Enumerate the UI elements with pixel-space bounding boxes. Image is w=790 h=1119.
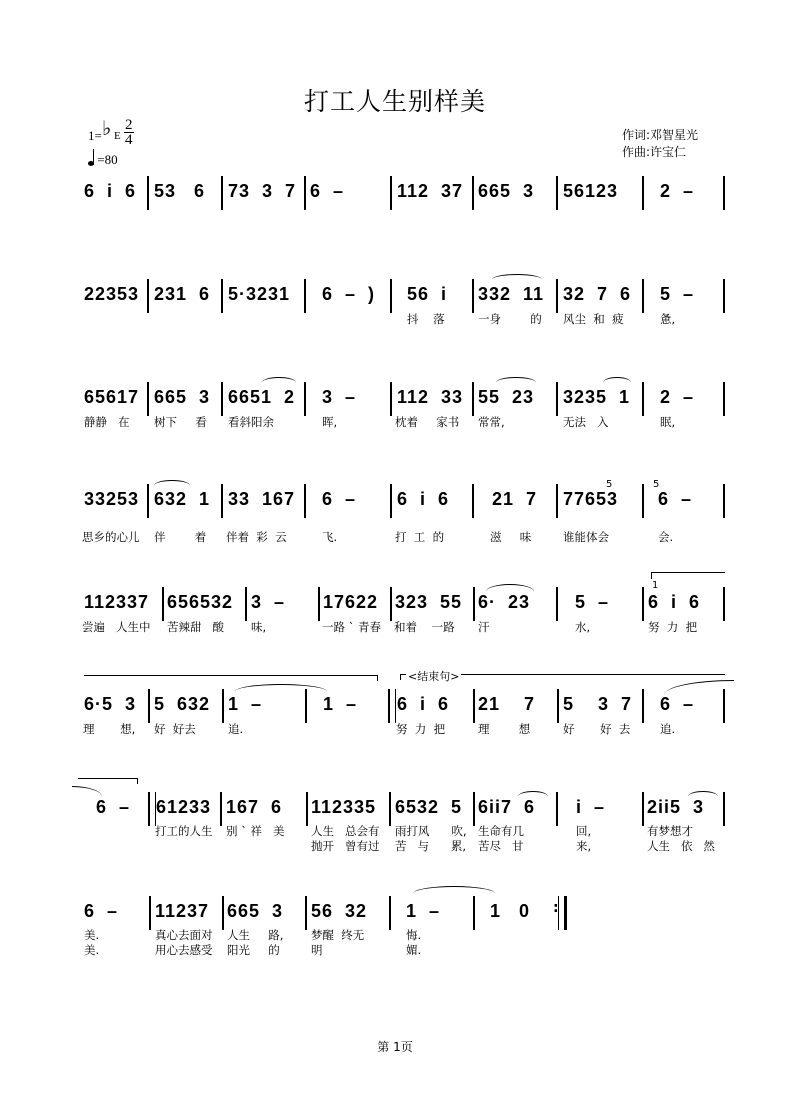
lyric: 打 工 的 — [395, 530, 445, 544]
lyric: 苦辣甜 酸 — [167, 620, 224, 634]
song-title: 打工人生别样美 — [303, 87, 486, 116]
lyric: 谁能体会 — [563, 530, 609, 544]
measure: 21 7 — [492, 489, 538, 509]
repeat-start-barline — [148, 792, 156, 826]
barline — [390, 382, 392, 416]
measure: 656532 — [167, 592, 234, 612]
lyric: 有梦想才 — [647, 824, 693, 838]
measure: 65617 — [84, 387, 140, 407]
measure: 112337 — [84, 592, 150, 612]
measure: 2 – — [660, 181, 695, 201]
measure: 61233 — [156, 797, 212, 817]
measure: 17622 — [323, 592, 379, 612]
tempo-value: =80 — [97, 152, 118, 167]
measure: 6· 23 — [478, 592, 531, 612]
key-prefix: 1= — [88, 128, 102, 143]
barline — [306, 792, 308, 826]
barline — [556, 382, 558, 416]
measure: 55 23 — [478, 387, 535, 407]
barline — [723, 176, 725, 210]
lyric: 枕着 家书 — [395, 415, 460, 429]
measure: 112 37 — [397, 181, 464, 201]
barline — [305, 689, 307, 723]
lyric: 人生 路, — [227, 928, 284, 942]
lyric: 一路 ` 青春 — [322, 620, 382, 634]
measure: 1 – — [323, 694, 358, 714]
measure: 22353 — [84, 284, 140, 304]
barline — [304, 176, 306, 210]
lyric-verse-2: 抛开 曾有过 — [311, 839, 380, 853]
measure: 1 0 — [490, 901, 531, 921]
measure: 1 – — [228, 694, 263, 714]
barline — [149, 896, 151, 930]
quarter-note-icon — [88, 161, 94, 166]
lyric: 追. — [660, 722, 676, 736]
measure: 3 – — [251, 592, 286, 612]
credits — [622, 127, 698, 161]
barline — [642, 382, 644, 416]
barline — [723, 689, 725, 723]
barline — [556, 792, 558, 826]
measure: 6ii7 6 — [478, 797, 536, 817]
lyric: 雨打风 吹, — [395, 824, 467, 838]
lyric: 尝遍 人生中 — [82, 620, 151, 634]
measure: 6651 2 — [228, 387, 296, 407]
lyric: 好 好 去 — [563, 722, 631, 736]
slur — [496, 377, 536, 388]
lyric: 晖, — [322, 415, 338, 429]
barline — [318, 587, 320, 621]
lyric-verse-2: 苦尽 甘 — [478, 839, 524, 853]
volta-number: 1 — [652, 580, 659, 591]
measure: i – — [576, 797, 606, 817]
measure: 665 3 — [154, 387, 211, 407]
measure: 5 – — [575, 592, 610, 612]
lyric: 无法 入 — [563, 415, 609, 429]
grace-note: 5 — [653, 479, 660, 490]
barline — [557, 689, 559, 723]
barline — [390, 279, 392, 313]
slur — [486, 584, 534, 599]
tempo-marking — [88, 152, 118, 168]
slur — [688, 791, 718, 802]
lyric-verse-2: 媚. — [406, 943, 422, 957]
measure: 6 i 6 — [397, 694, 450, 714]
measure: 632 1 — [154, 489, 211, 509]
measure: 5 3 7 — [563, 694, 633, 714]
barline — [642, 176, 644, 210]
measure: 11237 — [155, 901, 210, 921]
composer: 作曲:许宝仁 — [622, 145, 687, 159]
lyric: 理 想 — [478, 722, 531, 736]
measure: 231 6 — [154, 284, 211, 304]
measure: 21 7 — [478, 694, 536, 714]
measure: 2ii5 3 — [647, 797, 705, 817]
barline — [642, 484, 644, 518]
measure: 112335 — [311, 797, 377, 817]
barline — [723, 484, 725, 518]
lyric: 好 好去 — [154, 722, 196, 736]
slur — [518, 791, 548, 802]
measure: 2 – — [660, 387, 695, 407]
barline — [390, 176, 392, 210]
barline — [389, 896, 391, 930]
slur — [492, 274, 542, 285]
lyric: 别 ` 祥 美 — [226, 824, 285, 838]
barline — [245, 587, 247, 621]
barline — [723, 792, 725, 826]
lyric: 风尘 和 疲 — [563, 312, 624, 326]
lyric: 打工的人生 — [155, 824, 213, 838]
barline — [473, 587, 475, 621]
lyric: 一身 的 — [478, 312, 542, 326]
key-note: E — [114, 130, 121, 142]
barline — [473, 896, 475, 930]
lyric: 汗 — [478, 620, 490, 634]
barline — [147, 176, 149, 210]
ending-bracket-end — [78, 778, 138, 784]
measure: 6 i 6 — [397, 489, 450, 509]
barline — [390, 484, 392, 518]
barline — [642, 689, 644, 723]
measure: 6 – — [660, 694, 695, 714]
lyric-verse-2: 来, — [576, 839, 592, 853]
measure: 665 3 — [227, 901, 284, 921]
lyric: 梦醒 终无 — [311, 928, 365, 942]
measure: 73 3 7 — [228, 181, 297, 201]
barline — [472, 279, 474, 313]
measure: 6 – — [310, 181, 345, 201]
barline — [642, 279, 644, 313]
measure: 53 6 — [154, 181, 206, 201]
lyric: 人生 总会有 — [311, 824, 380, 838]
lyric-verse-2: 明 — [311, 943, 323, 957]
barline — [723, 279, 725, 313]
lyric: 伴 着 — [154, 530, 207, 544]
volta-bracket-end — [84, 675, 378, 681]
lyric: 真心去面对 — [155, 928, 213, 942]
lyric: 看斜阳余 — [228, 415, 274, 429]
lyric-verse-2: 阳光 的 — [227, 943, 280, 957]
lyric: 味, — [251, 620, 267, 634]
measure: 6 – — [322, 489, 357, 509]
measure: 6532 5 — [395, 797, 463, 817]
time-signature — [124, 118, 134, 147]
slur — [154, 480, 190, 491]
lyric: 滋 味 — [490, 530, 532, 544]
lyric: 和着 一路 — [394, 620, 455, 634]
lyric: 美. — [84, 928, 100, 942]
measure: 6 i 6 — [84, 181, 137, 201]
repeat-end-barline — [558, 896, 567, 930]
barline — [556, 279, 558, 313]
barline — [222, 689, 224, 723]
lyric-verse-2: 美. — [84, 943, 100, 957]
tie — [72, 786, 102, 797]
lyric: 静静 在 — [84, 415, 130, 429]
flat-icon: ♭ — [102, 118, 112, 140]
measure: 6 – — [658, 489, 693, 509]
barline — [473, 792, 475, 826]
lyric: 回, — [576, 824, 592, 838]
ending-label: <结束句> — [408, 670, 460, 683]
barline — [472, 176, 474, 210]
barline — [305, 896, 307, 930]
measure: 56123 — [563, 181, 619, 201]
barline — [389, 792, 391, 826]
barline — [221, 279, 223, 313]
slur — [603, 377, 631, 388]
grace-note: 5 — [606, 479, 613, 490]
slur — [262, 377, 296, 388]
measure: 6 – — [84, 901, 119, 921]
barline — [556, 587, 558, 621]
page-number: 第 1页 — [377, 1040, 413, 1054]
measure: 6 – — [96, 797, 131, 817]
volta-bracket — [651, 572, 725, 579]
barline — [642, 792, 644, 826]
lyric: 生命有几 — [478, 824, 524, 838]
lyric: 追. — [228, 722, 244, 736]
measure: 323 55 — [395, 592, 463, 612]
barline — [162, 587, 164, 621]
barline — [472, 484, 474, 518]
lyric-verse-2: 人生 依 然 — [647, 839, 715, 853]
measure: 32 7 6 — [563, 284, 632, 304]
lyric: 悔. — [406, 928, 422, 942]
barline — [723, 587, 725, 621]
lyric: 水, — [575, 620, 591, 634]
barline — [148, 689, 150, 723]
lyric: 飞. — [322, 530, 338, 544]
lyric: 理 想, — [83, 722, 136, 736]
barline — [472, 382, 474, 416]
barline — [390, 587, 392, 621]
measure: 665 3 — [478, 181, 535, 201]
lyric: 树下 看 — [154, 415, 207, 429]
lyric: 思乡的心儿 — [82, 530, 140, 544]
measure: 112 33 — [397, 387, 464, 407]
barline — [147, 382, 149, 416]
time-sig-bottom: 4 — [125, 132, 133, 148]
time-sig-top: 2 — [125, 117, 133, 133]
barline — [221, 382, 223, 416]
barline — [304, 484, 306, 518]
measure: 332 11 — [478, 284, 545, 304]
barline — [642, 587, 644, 621]
repeat-dots: : — [553, 900, 559, 916]
lyric: 抖 落 — [407, 312, 445, 326]
barline — [221, 484, 223, 518]
double-barline — [388, 689, 396, 723]
lyric: 惫, — [660, 312, 676, 326]
lyric-verse-2: 用心去感受 — [155, 943, 213, 957]
barline — [222, 896, 224, 930]
key-signature — [88, 118, 121, 144]
measure: 5·3231 — [228, 284, 291, 304]
lyric: 会. — [658, 530, 674, 544]
barline — [304, 382, 306, 416]
barline — [473, 689, 475, 723]
barline — [147, 484, 149, 518]
lyric: 努 力 把 — [648, 620, 698, 634]
measure: 56 i — [407, 284, 448, 304]
tie — [235, 684, 327, 699]
lyric: 努 力 把 — [396, 722, 446, 736]
measure: 6·5 3 — [84, 694, 137, 714]
measure: 5 – — [660, 284, 695, 304]
barline — [556, 176, 558, 210]
barline — [723, 382, 725, 416]
lyric: 眠, — [660, 415, 676, 429]
measure: 1 – — [406, 901, 441, 921]
barline — [220, 792, 222, 826]
measure: 77653 — [563, 489, 619, 509]
barline — [304, 279, 306, 313]
lyricist: 作词:邓智星光 — [622, 128, 699, 142]
measure: 6 i 6 — [648, 592, 701, 612]
measure: 3 – — [322, 387, 357, 407]
measure: 33253 — [84, 489, 140, 509]
measure: 6 – ) — [322, 284, 376, 304]
tie — [413, 886, 495, 901]
measure: 56 32 — [311, 901, 368, 921]
lyric: 常常, — [478, 415, 505, 429]
barline — [556, 484, 558, 518]
measure: 5 632 — [154, 694, 211, 714]
barline — [221, 176, 223, 210]
barline — [147, 279, 149, 313]
measure: 33 167 — [228, 489, 296, 509]
measure: 167 6 — [226, 797, 283, 817]
lyric: 伴着 彩 云 — [226, 530, 287, 544]
measure: 3235 1 — [563, 387, 631, 407]
lyric-verse-2: 苦 与 累, — [395, 839, 467, 853]
